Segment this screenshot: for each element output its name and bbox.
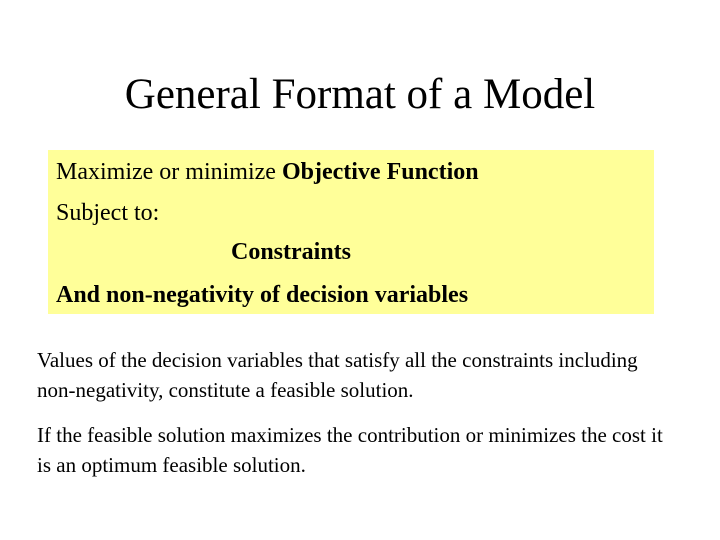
subject-to-line: Subject to:: [56, 200, 160, 226]
non-negativity-line: And non-negativity of decision variables: [56, 282, 469, 308]
constraints-line: Constraints: [231, 239, 352, 265]
model-format-box: [48, 150, 654, 314]
objective-function-label: Objective Function: [281, 159, 479, 185]
objective-line: [56, 157, 479, 187]
objective-prefix: Maximize or minimize: [56, 159, 282, 185]
optimum-solution-paragraph: If the feasible solution maximizes the contribution or minimizes the cost it is an optimum feasible solution.: [37, 423, 663, 477]
feasible-solution-paragraph: Values of the decision variables that satisfy all the constraints including non-negativity, constitute a feasible solution.: [37, 348, 638, 402]
slide-title: General Format of a Model: [124, 71, 596, 118]
